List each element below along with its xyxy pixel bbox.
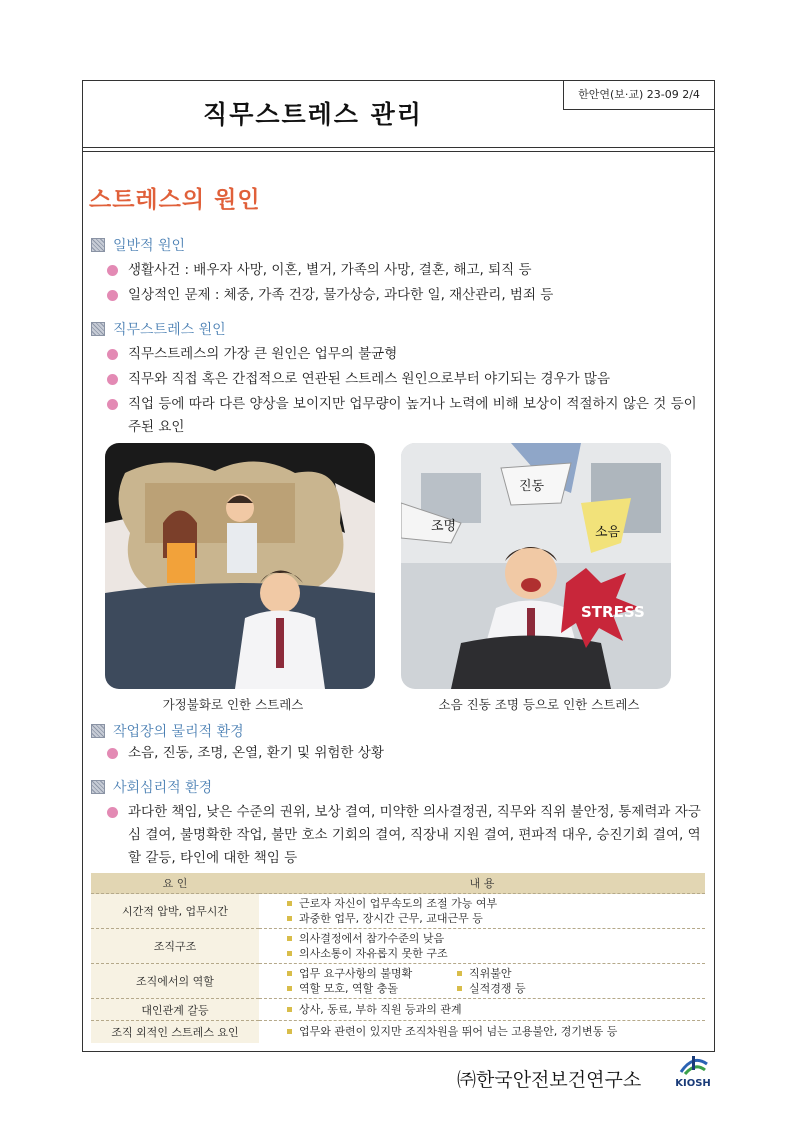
subheading-label: 일반적 원인: [113, 238, 186, 254]
square-bullet-icon: [91, 780, 105, 794]
list-item: 생활사건 : 배우자 사망, 이혼, 별거, 가족의 사망, 결혼, 해고, 퇴직 등: [107, 259, 707, 282]
table-header-factor: 요 인: [91, 873, 259, 894]
table-header-row: [91, 873, 705, 894]
list-item: 소음, 진동, 조명, 온열, 환기 및 위험한 상황: [107, 742, 707, 765]
pink-bullet-icon: [107, 807, 118, 818]
table-cell-factor: 대인관계 갈등: [91, 999, 259, 1021]
subheading-general: [91, 235, 185, 255]
pink-bullet-icon: [107, 374, 118, 385]
vibration-label: 진동: [519, 479, 545, 494]
subheading-job: [91, 319, 226, 339]
list-item: 과다한 책임, 낮은 수준의 권위, 보상 결여, 미약한 의사결정권, 직무와 직위 불안정, 통제력과 자긍심 결여, 불명확한 작업, 불만 호소 기회의 결여, 직장내 지원 결여, 편파적 대우, 승진기회 결여, 역할 갈등, 타인에 대한 책임 등: [107, 801, 707, 870]
square-bullet-icon: [91, 238, 105, 252]
subheading-psychosocial: [91, 777, 212, 797]
table-cell-content: 업무와 관련이 있지만 조직차원을 뛰어 넘는 고용불안, 경기변동 등: [259, 1021, 705, 1043]
table-cell-factor: 조직 외적인 스트레스 요인: [91, 1021, 259, 1043]
table-cell-content: 상사, 동료, 부하 직원 등과의 관계: [259, 999, 705, 1021]
pink-bullet-icon: [107, 349, 118, 360]
left-caption: 가정불화로 인한 스트레스: [162, 697, 304, 712]
pink-bullet-icon: [107, 290, 118, 301]
environment-stress-illustration: [401, 443, 671, 689]
subheading-label: 작업장의 물리적 환경: [113, 724, 244, 740]
list-item: 일상적인 문제 : 체중, 가족 건강, 물가상승, 과다한 일, 재산관리, 범죄 등: [107, 284, 707, 307]
noise-label: 소음: [595, 525, 621, 540]
table-row: [91, 999, 705, 1021]
lighting-label: 조명: [431, 519, 457, 534]
table-row: [91, 929, 705, 964]
document-code: 한안연(보·교) 23-09 2/4: [563, 81, 714, 110]
table-row: [91, 964, 705, 999]
pink-bullet-icon: [107, 265, 118, 276]
organization-name: ㈜한국안전보건연구소: [457, 1069, 642, 1091]
table-cell-content: 의사결정에서 참가수준의 낮음 의사소통이 자유롭지 못한 구조: [259, 929, 705, 964]
square-bullet-icon: [91, 322, 105, 336]
family-conflict-illustration: [105, 443, 375, 689]
table-cell-factor: 조직구조: [91, 929, 259, 964]
list-item: 직무와 직접 혹은 간접적으로 연관된 스트레스 원인으로부터 야기되는 경우가 많음: [107, 368, 707, 391]
table-cell-content: 업무 요구사항의 불명확 역할 모호, 역할 충돌 직위불안 실적경쟁 등: [259, 964, 705, 999]
list-item: 직무스트레스의 가장 큰 원인은 업무의 불균형: [107, 343, 707, 366]
logo-text: KIOSH: [675, 1078, 711, 1089]
subheading-label: 직무스트레스 원인: [113, 322, 226, 338]
kiosh-logo: [667, 1052, 719, 1092]
square-bullet-icon: [91, 724, 105, 738]
pink-bullet-icon: [107, 748, 118, 759]
header-divider: [83, 151, 714, 152]
table-header-content: 내 용: [259, 873, 705, 894]
header: [83, 81, 714, 148]
table-row: [91, 894, 705, 929]
section-title: 스트레스의 원인: [89, 187, 261, 213]
table-row: [91, 1021, 705, 1043]
right-caption: 소음 진동 조명 등으로 인한 스트레스: [438, 697, 640, 712]
pink-bullet-icon: [107, 399, 118, 410]
table-cell-content: 근로자 자신이 업무속도의 조절 가능 여부 과중한 업무, 장시간 근무, 교대근무 등: [259, 894, 705, 929]
subheading-physical: [91, 721, 244, 741]
stress-label: STRESS: [581, 603, 645, 621]
subheading-label: 사회심리적 환경: [113, 780, 213, 796]
table-cell-factor: 조직에서의 역할: [91, 964, 259, 999]
stress-factor-table: [91, 873, 705, 1043]
document-frame: [82, 80, 715, 1052]
page-title: 직무스트레스 관리: [203, 100, 423, 129]
list-item: 직업 등에 따라 다른 양상을 보이지만 업무량이 높거나 노력에 비해 보상이 적절하지 않은 것 등이 주된 요인: [107, 393, 707, 439]
table-cell-factor: 시간적 압박, 업무시간: [91, 894, 259, 929]
